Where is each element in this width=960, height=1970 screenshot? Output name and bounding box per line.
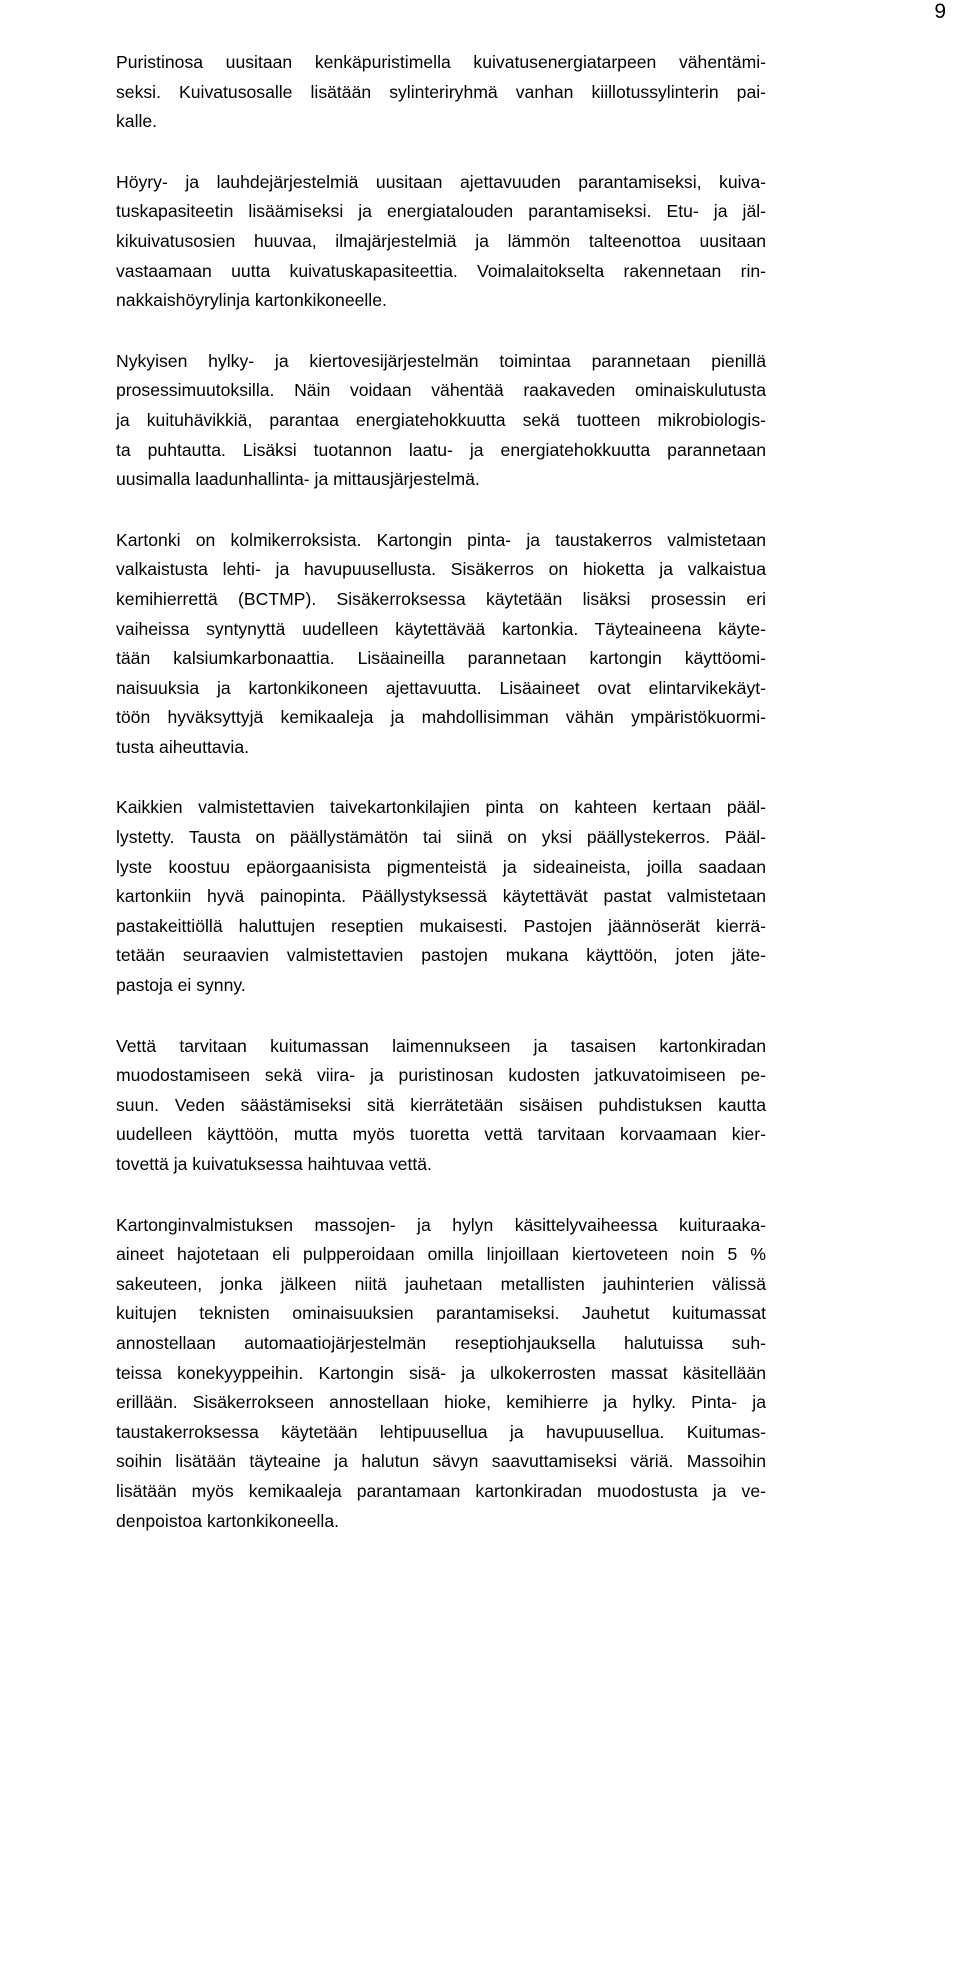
text-line: soihin lisätään täyteaine ja halutun sävyn saavuttamiseksi väriä. Massoihin — [116, 1451, 766, 1472]
text-line: Vettä tarvitaan kuitumassan laimennukseen ja tasaisen kartonkiradan — [116, 1035, 766, 1056]
paragraph — [116, 793, 766, 1000]
text-line: erillään. Sisäkerrokseen annostellaan hioke, kemihierre ja hylky. Pinta- ja — [116, 1392, 766, 1413]
text-line: lisätään myös kemikaaleja parantamaan kartonkiradan muodostusta ja ve- — [116, 1480, 766, 1501]
text-line: pastoja ei synny. — [116, 975, 246, 996]
text-line: kemihierrettä (BCTMP). Sisäkerroksessa käytetään lisäksi prosessin eri — [116, 588, 766, 609]
text-line: suun. Veden säästämiseksi sitä kierrätetään sisäisen puhdistuksen kautta — [116, 1094, 766, 1115]
paragraph — [116, 48, 766, 137]
text-line: nakkaishöyrylinja kartonkikoneelle. — [116, 290, 387, 311]
text-line: sakeuteen, jonka jälkeen niitä jauhetaan metallisten jauhinterien välissä — [116, 1273, 766, 1294]
text-line: valkaistusta lehti- ja havupuusellusta. Sisäkerros on hioketta ja valkaistua — [116, 559, 766, 580]
text-line: Kartonki on kolmikerroksista. Kartongin pinta- ja taustakerros valmistetaan — [116, 529, 766, 550]
text-line: Nykyisen hylky- ja kiertovesijärjestelmän toimintaa parannetaan pienillä — [116, 350, 766, 371]
paragraph — [116, 1211, 766, 1537]
text-line: tään kalsiumkarbonaattia. Lisäaineilla parannetaan kartongin käyttöomi- — [116, 648, 766, 669]
text-line: kalle. — [116, 111, 158, 132]
text-line: kikuivatusosien huuvaa, ilmajärjestelmiä ja lämmön talteenottoa uusitaan — [116, 230, 766, 251]
text-line: Kartonginvalmistuksen massojen- ja hylyn käsittelyvaiheessa kuituraaka- — [116, 1214, 766, 1235]
paragraph — [116, 347, 766, 495]
text-line: teissa konekyyppeihin. Kartongin sisä- ja ulkokerrosten massat käsitellään — [116, 1362, 766, 1383]
text-line: muodostamiseen sekä viira- ja puristinosan kudosten jatkuvatoimiseen pe- — [116, 1065, 766, 1086]
text-line: Kaikkien valmistettavien taivekartonkilajien pinta on kahteen kertaan pääl- — [116, 797, 766, 818]
text-line: taustakerroksessa käytetään lehtipuusellua ja havupuusellua. Kuitumas- — [116, 1421, 766, 1442]
text-line: tetään seuraavien valmistettavien pastojen mukana käyttöön, joten jäte- — [116, 945, 766, 966]
text-line: lyste koostuu epäorgaanisista pigmenteistä ja sideaineista, joilla saadaan — [116, 856, 766, 877]
text-line: vastaamaan uutta kuivatuskapasiteettia. Voimalaitokselta rakennetaan rin- — [116, 260, 766, 281]
text-line: seksi. Kuivatusosalle lisätään sylinteriryhmä vanhan kiillotussylinterin pai- — [116, 81, 766, 102]
text-line: töön hyväksyttyjä kemikaaleja ja mahdollisimman vähän ympäristökuormi- — [116, 707, 766, 728]
text-line: aineet hajotetaan eli pulpperoidaan omilla linjoillaan kiertoveteen noin 5 % — [116, 1244, 766, 1265]
text-line: kuitujen teknisten ominaisuuksien parantamiseksi. Jauhetut kuitumassat — [116, 1303, 766, 1324]
text-line: tovettä ja kuivatuksessa haihtuvaa vettä. — [116, 1154, 432, 1174]
paragraph — [116, 1032, 766, 1180]
text-line: uusimalla laadunhallinta- ja mittausjärjestelmä. — [116, 469, 480, 490]
paragraph — [116, 168, 766, 316]
text-line: annostellaan automaatiojärjestelmän reseptiohjauksella halutuissa suh- — [116, 1332, 766, 1353]
text-line: Puristinosa uusitaan kenkäpuristimella kuivatusenergiatarpeen vähentämi- — [116, 52, 766, 72]
text-line: ta puhtautta. Lisäksi tuotannon laatu- ja energiatehokkuutta parannetaan — [116, 439, 766, 460]
text-line: uudelleen käyttöön, mutta myös tuoretta vettä tarvitaan korvaamaan kier- — [116, 1124, 766, 1145]
text-line: denpoistoa kartonkikoneella. — [116, 1510, 340, 1531]
text-line: tusta aiheuttavia. — [116, 736, 250, 757]
text-line: ja kuituhävikkiä, parantaa energiatehokkuutta sekä tuotteen mikrobiologis- — [116, 409, 766, 430]
text-line: pastakeittiöllä haluttujen reseptien mukaisesti. Pastojen jäännöserät kierrä- — [116, 915, 766, 936]
text-line: vaiheissa syntynyttä uudelleen käytettävää kartonkia. Täyteaineena käyte- — [116, 618, 766, 639]
page-number: 9 — [934, 0, 946, 23]
text-line: tuskapasiteetin lisäämiseksi ja energiatalouden parantamiseksi. Etu- ja jäl- — [116, 201, 766, 222]
paragraph — [116, 526, 766, 763]
text-line: naisuuksia ja kartonkikoneen ajettavuutta. Lisäaineet ovat elintarvikekäyt- — [116, 677, 766, 698]
text-line: lystetty. Tausta on päällystämätön tai siinä on yksi päällystekerros. Pääl- — [116, 827, 766, 848]
page-body — [116, 48, 766, 1567]
text-line: kartonkiin hyvä painopinta. Päällystyksessä käytettävät pastat valmistetaan — [116, 886, 766, 907]
text-line: prosessimuutoksilla. Näin voidaan vähentää raakaveden ominaiskulutusta — [116, 380, 766, 401]
text-line: Höyry- ja lauhdejärjestelmiä uusitaan ajettavuuden parantamiseksi, kuiva- — [116, 171, 766, 192]
